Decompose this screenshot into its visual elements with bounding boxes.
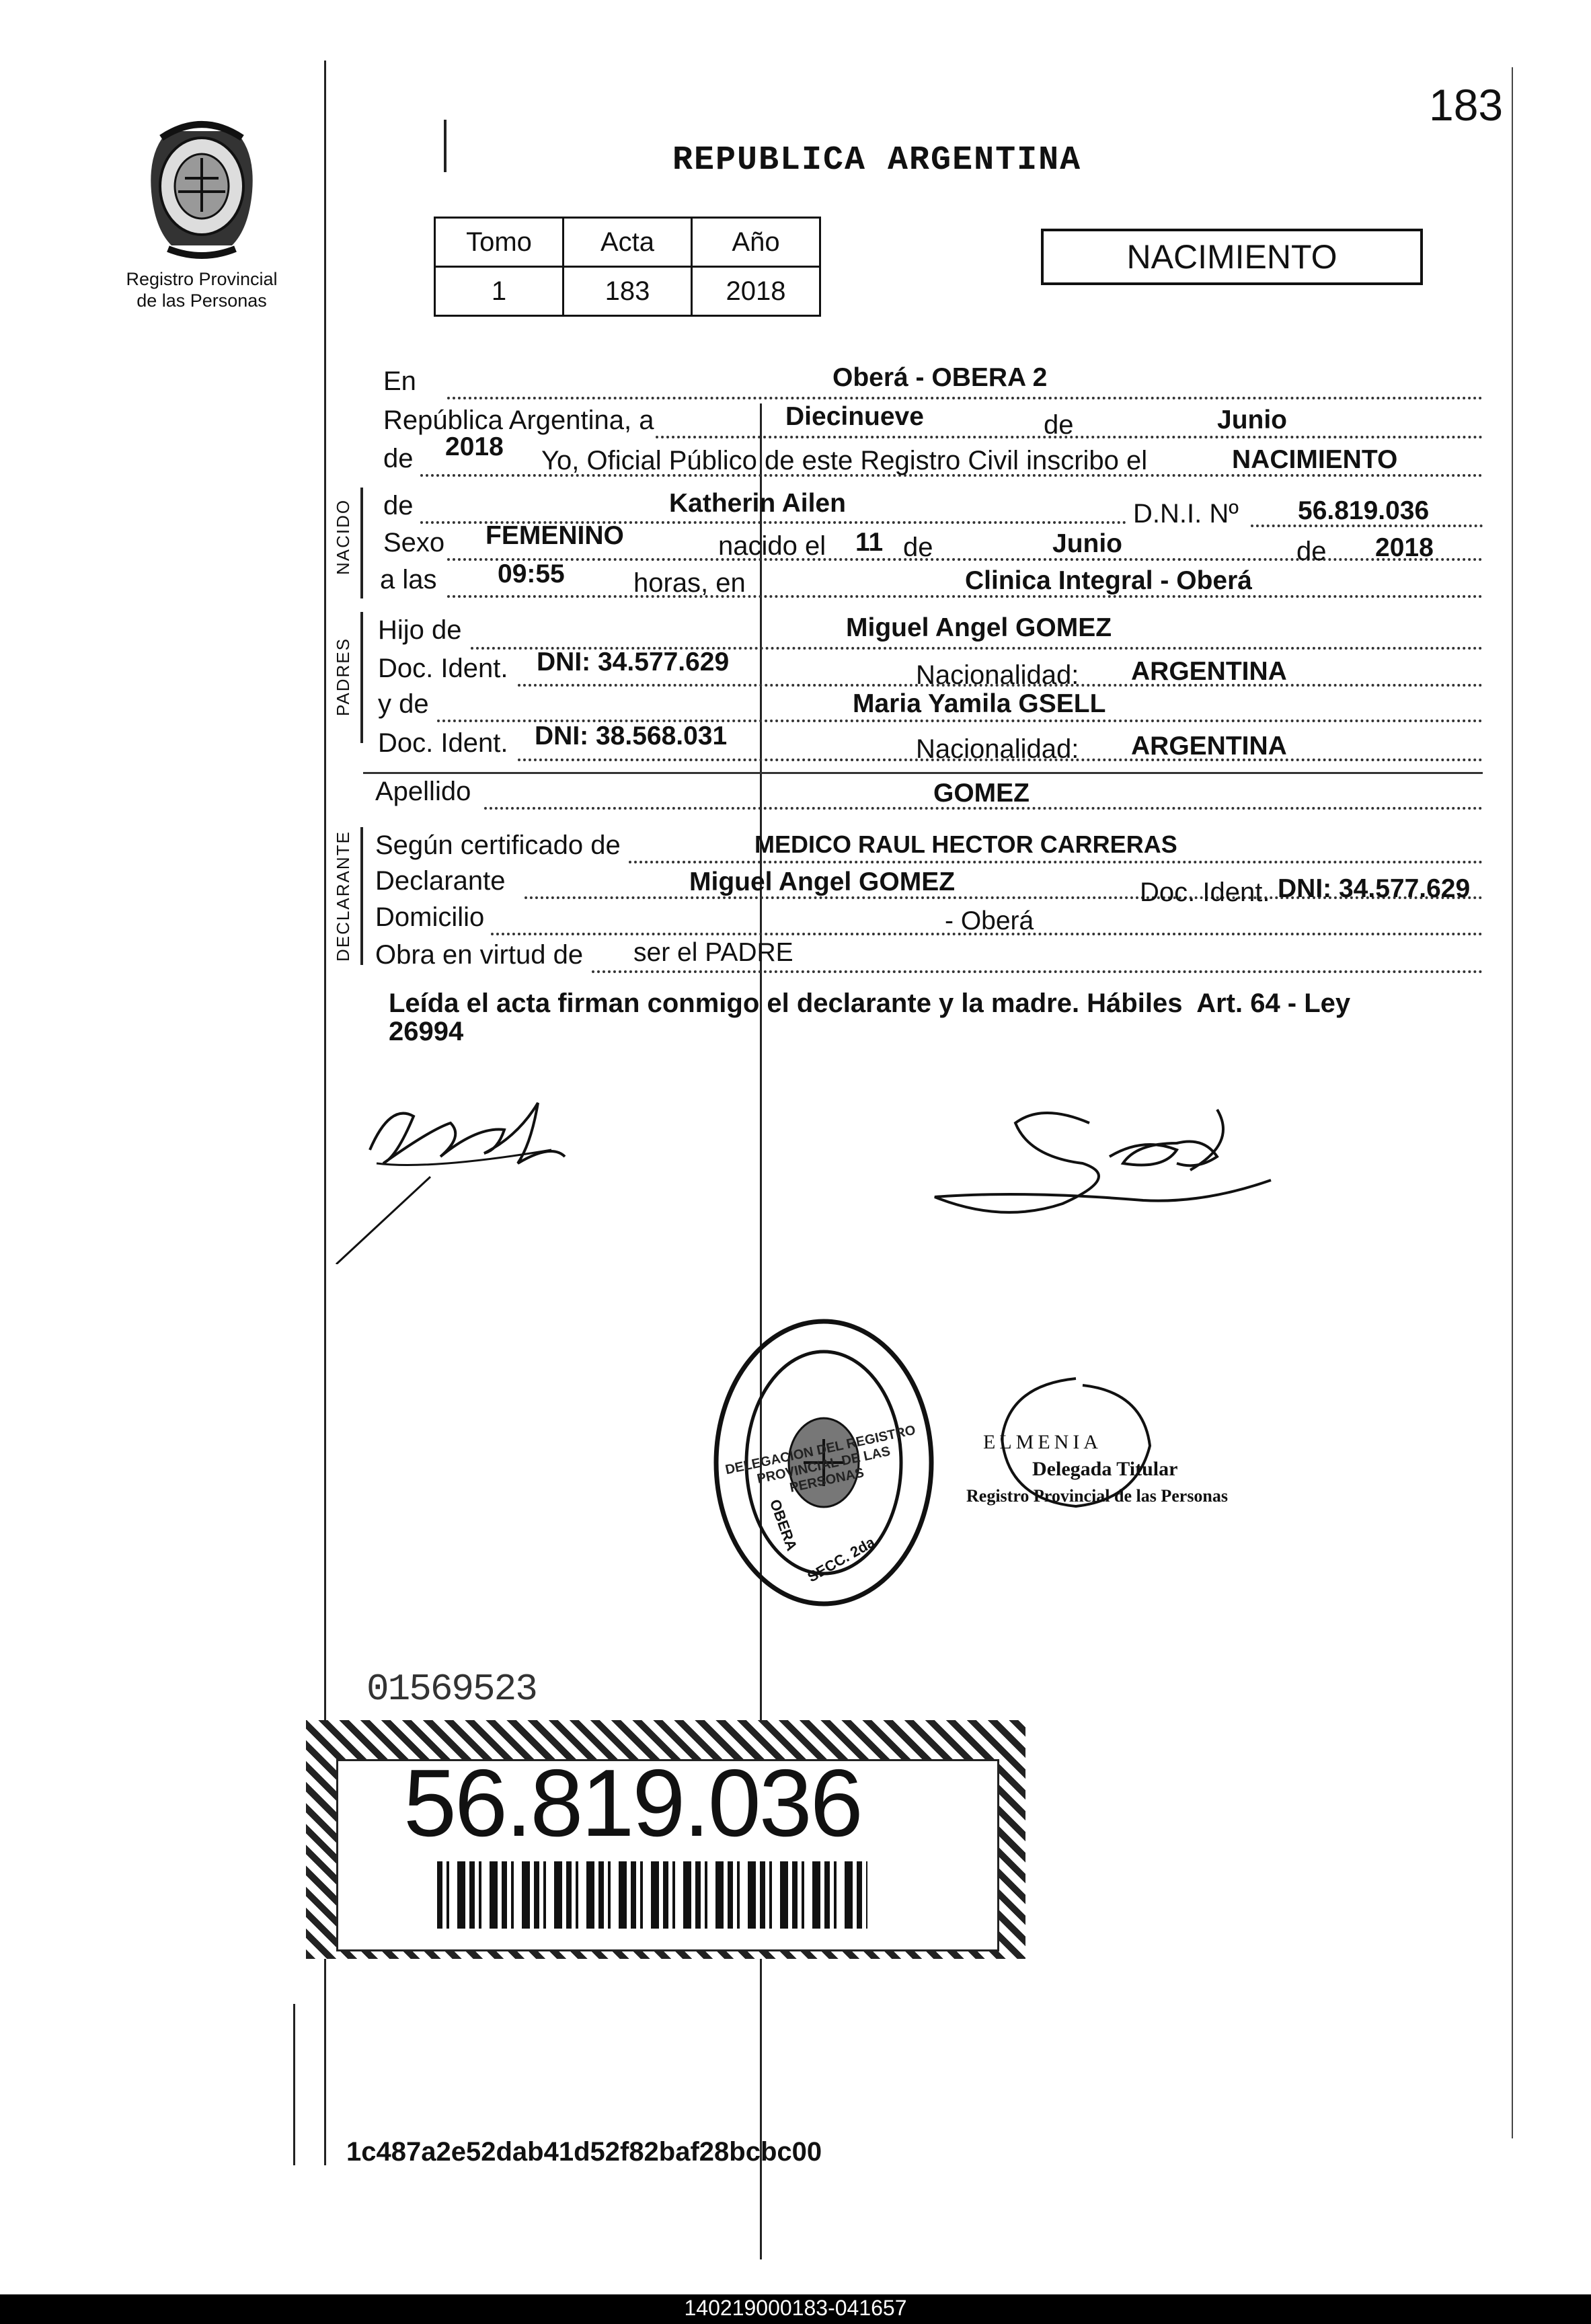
domicilio-value: - Oberá [945, 906, 1034, 935]
seal-ring-text: DELEGACION DEL REGISTRO PROVINCIAL DE LAS PERSONAS [724, 1422, 917, 1496]
seal-inner-line2: SECC. 2da. [804, 1531, 882, 1586]
year-value: 2018 [445, 432, 504, 461]
logo-caption-line2: de las Personas [137, 290, 267, 311]
hijo-label: Hijo de [378, 615, 462, 645]
horas-label: horas, en [633, 568, 746, 598]
dni-big-number: 56.819.036 [403, 1750, 861, 1857]
decl-doc-label: Doc. Ident. [1140, 878, 1270, 907]
yo-text: Yo, Oficial Público de este Registro Civil inscribo el [541, 446, 1148, 475]
nac1-label: Nacionalidad: [916, 660, 1079, 690]
right-margin-rule [1512, 67, 1513, 2138]
birth-month-value: Junio [1052, 529, 1122, 558]
padres-side-label: PADRES [333, 637, 353, 716]
seal-inner-line1: OBERA [766, 1497, 801, 1553]
doc1-label: Doc. Ident. [378, 654, 508, 683]
record-table [434, 217, 821, 317]
table-header-acta: Acta [564, 218, 692, 267]
document-hash: 1c487a2e52dab41d52f82baf28bcbc00 [346, 2137, 822, 2167]
apellido-label: Apellido [375, 777, 471, 806]
obra-label: Obra en virtud de [375, 940, 584, 970]
declarant-signature [921, 1089, 1298, 1257]
closing-line1: Leída el acta firman conmigo el declarante y la madre. Hábiles Art. 64 - Ley [389, 989, 1351, 1018]
decl-doc-value: DNI: 34.577.629 [1278, 874, 1471, 903]
de-label: de [1044, 410, 1074, 440]
padres-rule [363, 772, 1483, 774]
stamp-line1: ELMENIA [983, 1431, 1102, 1453]
closing-line2: 26994 [389, 1017, 464, 1046]
birth-day-value: 11 [855, 528, 884, 557]
nac1-value: ARGENTINA [1131, 657, 1287, 686]
birth-year-value: 2018 [1375, 533, 1434, 562]
inscribo-value: NACIMIENTO [1232, 445, 1398, 474]
table-value-tomo: 1 [435, 267, 564, 316]
nacido-side-label: NACIDO [333, 498, 353, 575]
nacido-bracket [360, 488, 363, 598]
yde-label: y de [378, 689, 429, 719]
nac2-label: Nacionalidad: [916, 734, 1079, 764]
table-header-tomo: Tomo [435, 218, 564, 267]
table-value-ano: 2018 [692, 267, 820, 316]
record-type-box: NACIMIENTO [1041, 229, 1423, 285]
day-value: Diecinueve [785, 402, 924, 431]
declarante-label: Declarante [375, 866, 506, 896]
alas-label: a las [380, 565, 437, 594]
year-label: de [383, 444, 414, 473]
apellido-value: GOMEZ [933, 779, 1030, 808]
domicilio-label: Domicilio [375, 902, 485, 932]
segun-label: Según certificado de [375, 830, 621, 860]
nacido-de2-label: de [903, 533, 933, 562]
declarante-bracket [360, 827, 363, 965]
declarante-side-label: DECLARANTE [333, 830, 353, 962]
doc1-value: DNI: 34.577.629 [537, 648, 730, 676]
footer-code: 140219000183-041657 [684, 2296, 907, 2320]
en-dots [447, 397, 1483, 399]
father-value: Miguel Angel GOMEZ [846, 613, 1112, 642]
place-value: Clinica Integral - Oberá [965, 566, 1252, 595]
dni-label: D.N.I. Nº [1133, 499, 1239, 529]
title-tick [444, 120, 447, 172]
document-title: REPUBLICA ARGENTINA [672, 141, 1082, 180]
segun-dots [629, 861, 1483, 863]
nac2-value: ARGENTINA [1131, 732, 1287, 761]
table-header-ano: Año [692, 218, 820, 267]
declarante-value: Miguel Angel GOMEZ [689, 867, 956, 896]
sexo-dots [447, 558, 1483, 561]
en-value: Oberá - OBERA 2 [832, 363, 1048, 392]
stamp-line3: Registro Provincial de las Personas [966, 1486, 1229, 1506]
serial-number: 01569523 [366, 1668, 537, 1711]
en-label: En [383, 366, 416, 396]
padres-bracket [360, 612, 363, 743]
dni-barcode [437, 1861, 867, 1929]
doc2-label: Doc. Ident. [378, 728, 508, 758]
official-signature [296, 1062, 605, 1264]
republica-label: República Argentina, a [383, 405, 654, 435]
sexo-value: FEMENINO [486, 521, 624, 550]
sexo-label: Sexo [383, 528, 445, 557]
provincia-logo [121, 111, 282, 266]
nacido-name-value: Katherin Ailen [669, 489, 846, 518]
time-value: 09:55 [498, 559, 565, 588]
stamp-line2: Delegada Titular [1032, 1458, 1178, 1480]
obra-dots [592, 970, 1483, 973]
registry-seal [709, 1315, 938, 1611]
obra-value: ser el PADRE [633, 938, 793, 967]
dni-value: 56.819.036 [1298, 496, 1430, 525]
mother-value: Maria Yamila GSELL [853, 689, 1106, 718]
left-margin-rule-lower [293, 2004, 295, 2165]
doc2-value: DNI: 38.568.031 [535, 722, 728, 750]
month-value: Junio [1217, 405, 1287, 434]
table-value-acta: 183 [564, 267, 692, 316]
nacido-de3-label: de [1296, 537, 1327, 566]
nacido-de-label: de [383, 491, 414, 520]
logo-caption-line1: Registro Provincial [126, 269, 278, 289]
nacido-el-label: nacido el [718, 531, 826, 561]
page-number: 183 [1429, 80, 1504, 130]
segun-value: MEDICO RAUL HECTOR CARRERAS [754, 830, 1177, 858]
